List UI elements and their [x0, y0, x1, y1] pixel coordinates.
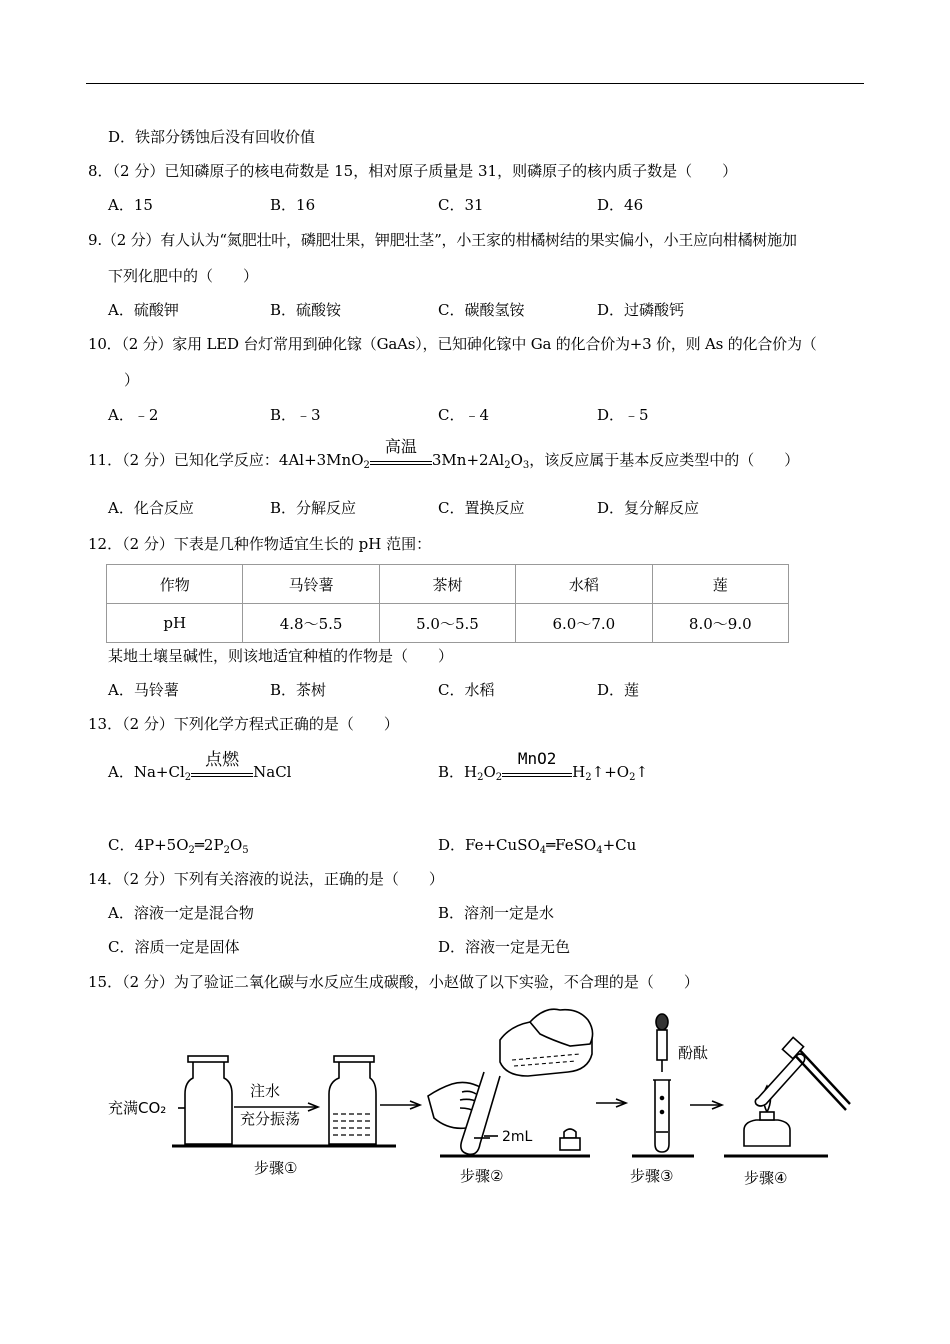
- q11-condition-label: 高温: [384, 437, 417, 456]
- q13-d-c: +Cu: [602, 836, 637, 854]
- bottle-with-water: [329, 1056, 376, 1144]
- q8-option-c[interactable]: C．31: [438, 196, 484, 214]
- bottle-empty: [185, 1056, 232, 1144]
- q13-a-condition-label: 点燃: [205, 750, 240, 770]
- q13-b-text: B．H: [438, 763, 478, 781]
- q9-option-a[interactable]: A．硫酸钾: [108, 301, 179, 319]
- q13-c-a: C．4P+5O: [108, 836, 189, 854]
- q13-b-psub2: 2: [629, 772, 636, 783]
- q13-c-sub1: 2: [188, 845, 195, 856]
- table-cell: 水稻: [516, 565, 652, 604]
- q13-c-sub3: 5: [242, 845, 249, 856]
- q13-b-sub2: 2: [495, 772, 503, 783]
- q9-stem-line1: 9.（2 分）有人认为“氮肥壮叶，磷肥壮果，钾肥壮茎”，小王家的柑橘树结的果实偏小，小王应向柑橘树施加: [88, 231, 797, 249]
- q13-c-b: ═2P: [194, 836, 224, 854]
- q9-stem-line2: 下列化肥中的（ ）: [108, 267, 259, 285]
- q14-option-b[interactable]: B．溶剂一定是水: [438, 904, 555, 922]
- q11-option-b[interactable]: B．分解反应: [270, 499, 357, 517]
- q13-a-sub: 2: [184, 772, 192, 783]
- test-tube-holder: [755, 1037, 850, 1110]
- q12-option-c[interactable]: C．水稻: [438, 681, 495, 699]
- q11-product-b: O: [510, 451, 523, 469]
- q10-option-b[interactable]: B．﹣3: [270, 406, 321, 424]
- volume-label: 2mL: [502, 1129, 533, 1145]
- q9-option-d[interactable]: D．过磷酸钙: [597, 301, 685, 319]
- q13-b-condition-label: MnO2: [517, 749, 557, 768]
- q12-after-table: 某地土壤呈碱性，则该地适宜种植的作物是（ ）: [108, 647, 454, 665]
- q7-option-d[interactable]: D．铁部分锈蚀后没有回收价值: [108, 128, 316, 146]
- q14-option-d[interactable]: D．溶液一定是无色: [438, 938, 571, 956]
- q11-option-c[interactable]: C．置换反应: [438, 499, 525, 517]
- q14-option-a[interactable]: A．溶液一定是混合物: [108, 904, 254, 922]
- q12-option-a[interactable]: A．马铃薯: [108, 681, 179, 699]
- q12-option-d[interactable]: D．莲: [597, 681, 640, 699]
- q10-option-c[interactable]: C．﹣4: [438, 406, 490, 424]
- q13-d-b: ═FeSO: [546, 836, 597, 854]
- q13-b-rest: ↑+O: [591, 763, 630, 781]
- table-cell: pH: [107, 604, 243, 643]
- stopper: [560, 1129, 580, 1150]
- table-cell: 5.0～5.5: [379, 604, 515, 643]
- q8-option-d[interactable]: D．46: [597, 196, 644, 214]
- q14-option-c[interactable]: C．溶质一定是固体: [108, 938, 240, 956]
- q13-b-product: H: [572, 763, 586, 781]
- q13-a-text: A．Na+Cl: [108, 763, 185, 781]
- q11-product-a: 3Mn+2Al: [431, 451, 505, 469]
- q10-option-d[interactable]: D．﹣5: [597, 406, 649, 424]
- reagent-bottle-pouring: [500, 1009, 593, 1076]
- test-tube-step3: [653, 1080, 671, 1152]
- q11-sub-a: 2: [504, 460, 511, 471]
- step1-label: 步骤①: [254, 1159, 298, 1177]
- q9-option-c[interactable]: C．碳酸氢铵: [438, 301, 525, 319]
- q11-option-d[interactable]: D．复分解反应: [597, 499, 700, 517]
- q13-d-a: D．Fe+CuSO: [438, 836, 540, 854]
- q8-stem: 8．（2 分）已知磷原子的核电荷数是 15，相对原子质量是 31，则磷原子的核内质子数是（ ）: [88, 162, 738, 180]
- step2-label: 步骤②: [460, 1167, 504, 1185]
- step3-label: 步骤③: [630, 1167, 674, 1185]
- q15-stem: 15．（2 分）为了验证二氧化碳与水反应生成碳酸，小赵做了以下实验，不合理的是（ ）: [88, 973, 699, 991]
- q14-stem: 14．（2 分）下列有关溶液的说法，正确的是（ ）: [88, 870, 444, 888]
- table-cell: 4.8～5.5: [243, 604, 379, 643]
- q12-option-b[interactable]: B．茶树: [270, 681, 327, 699]
- q13-a-product: NaCl: [253, 763, 292, 781]
- table-cell: 茶树: [379, 565, 515, 604]
- q13-b-psub: 2: [585, 772, 592, 783]
- q13-b-end: ↑: [635, 763, 649, 781]
- q11-stem-suffix: ，该反应属于基本反应类型中的（ ）: [529, 451, 800, 469]
- q8-option-a[interactable]: A．15: [108, 196, 153, 214]
- q10-option-a[interactable]: A．﹣2: [108, 406, 159, 424]
- table-cell: 8.0～9.0: [652, 604, 788, 643]
- arrow-top-label: 注水: [250, 1082, 281, 1100]
- q13-b-sub1: 2: [477, 772, 484, 783]
- q13-c-sub2: 2: [223, 845, 230, 856]
- q11-stem-prefix: 11．（2 分）已知化学反应：4Al+3MnO: [88, 451, 364, 469]
- table-cell: 6.0～7.0: [516, 604, 652, 643]
- q9-option-b[interactable]: B．硫酸铵: [270, 301, 342, 319]
- table-cell: 马铃薯: [243, 565, 379, 604]
- arrow-bottom-label: 充分振荡: [240, 1110, 301, 1128]
- indicator-label: 酚酞: [678, 1044, 709, 1062]
- dropper: [656, 1014, 668, 1072]
- step4-label: 步骤④: [744, 1169, 788, 1187]
- q8-option-b[interactable]: B．16: [270, 196, 316, 214]
- q12-stem: 12．（2 分）下表是几种作物适宜生长的 pH 范围：: [88, 535, 432, 553]
- filled-co2-label: 充满CO₂: [108, 1099, 167, 1117]
- q11-sub-b: 3: [522, 460, 530, 471]
- q13-c-c: O: [229, 836, 243, 854]
- q11-sub: 2: [363, 460, 370, 471]
- q13-d-sub2: 4: [596, 845, 603, 856]
- q11-option-a[interactable]: A．化合反应: [108, 499, 194, 517]
- q10-stem-line1: 10．（2 分）家用 LED 台灯常用到砷化镓（GaAs），已知砷化镓中 Ga 的化合价为+3 价，则 As 的化合价为（: [88, 335, 817, 353]
- q10-stem-line2: ）: [124, 371, 140, 389]
- q13-stem: 13．（2 分）下列化学方程式正确的是（ ）: [88, 715, 399, 733]
- q13-b-mid: O: [483, 763, 496, 781]
- q13-d-sub1: 4: [539, 845, 547, 856]
- table-cell: 莲: [652, 565, 788, 604]
- table-cell: 作物: [107, 565, 243, 604]
